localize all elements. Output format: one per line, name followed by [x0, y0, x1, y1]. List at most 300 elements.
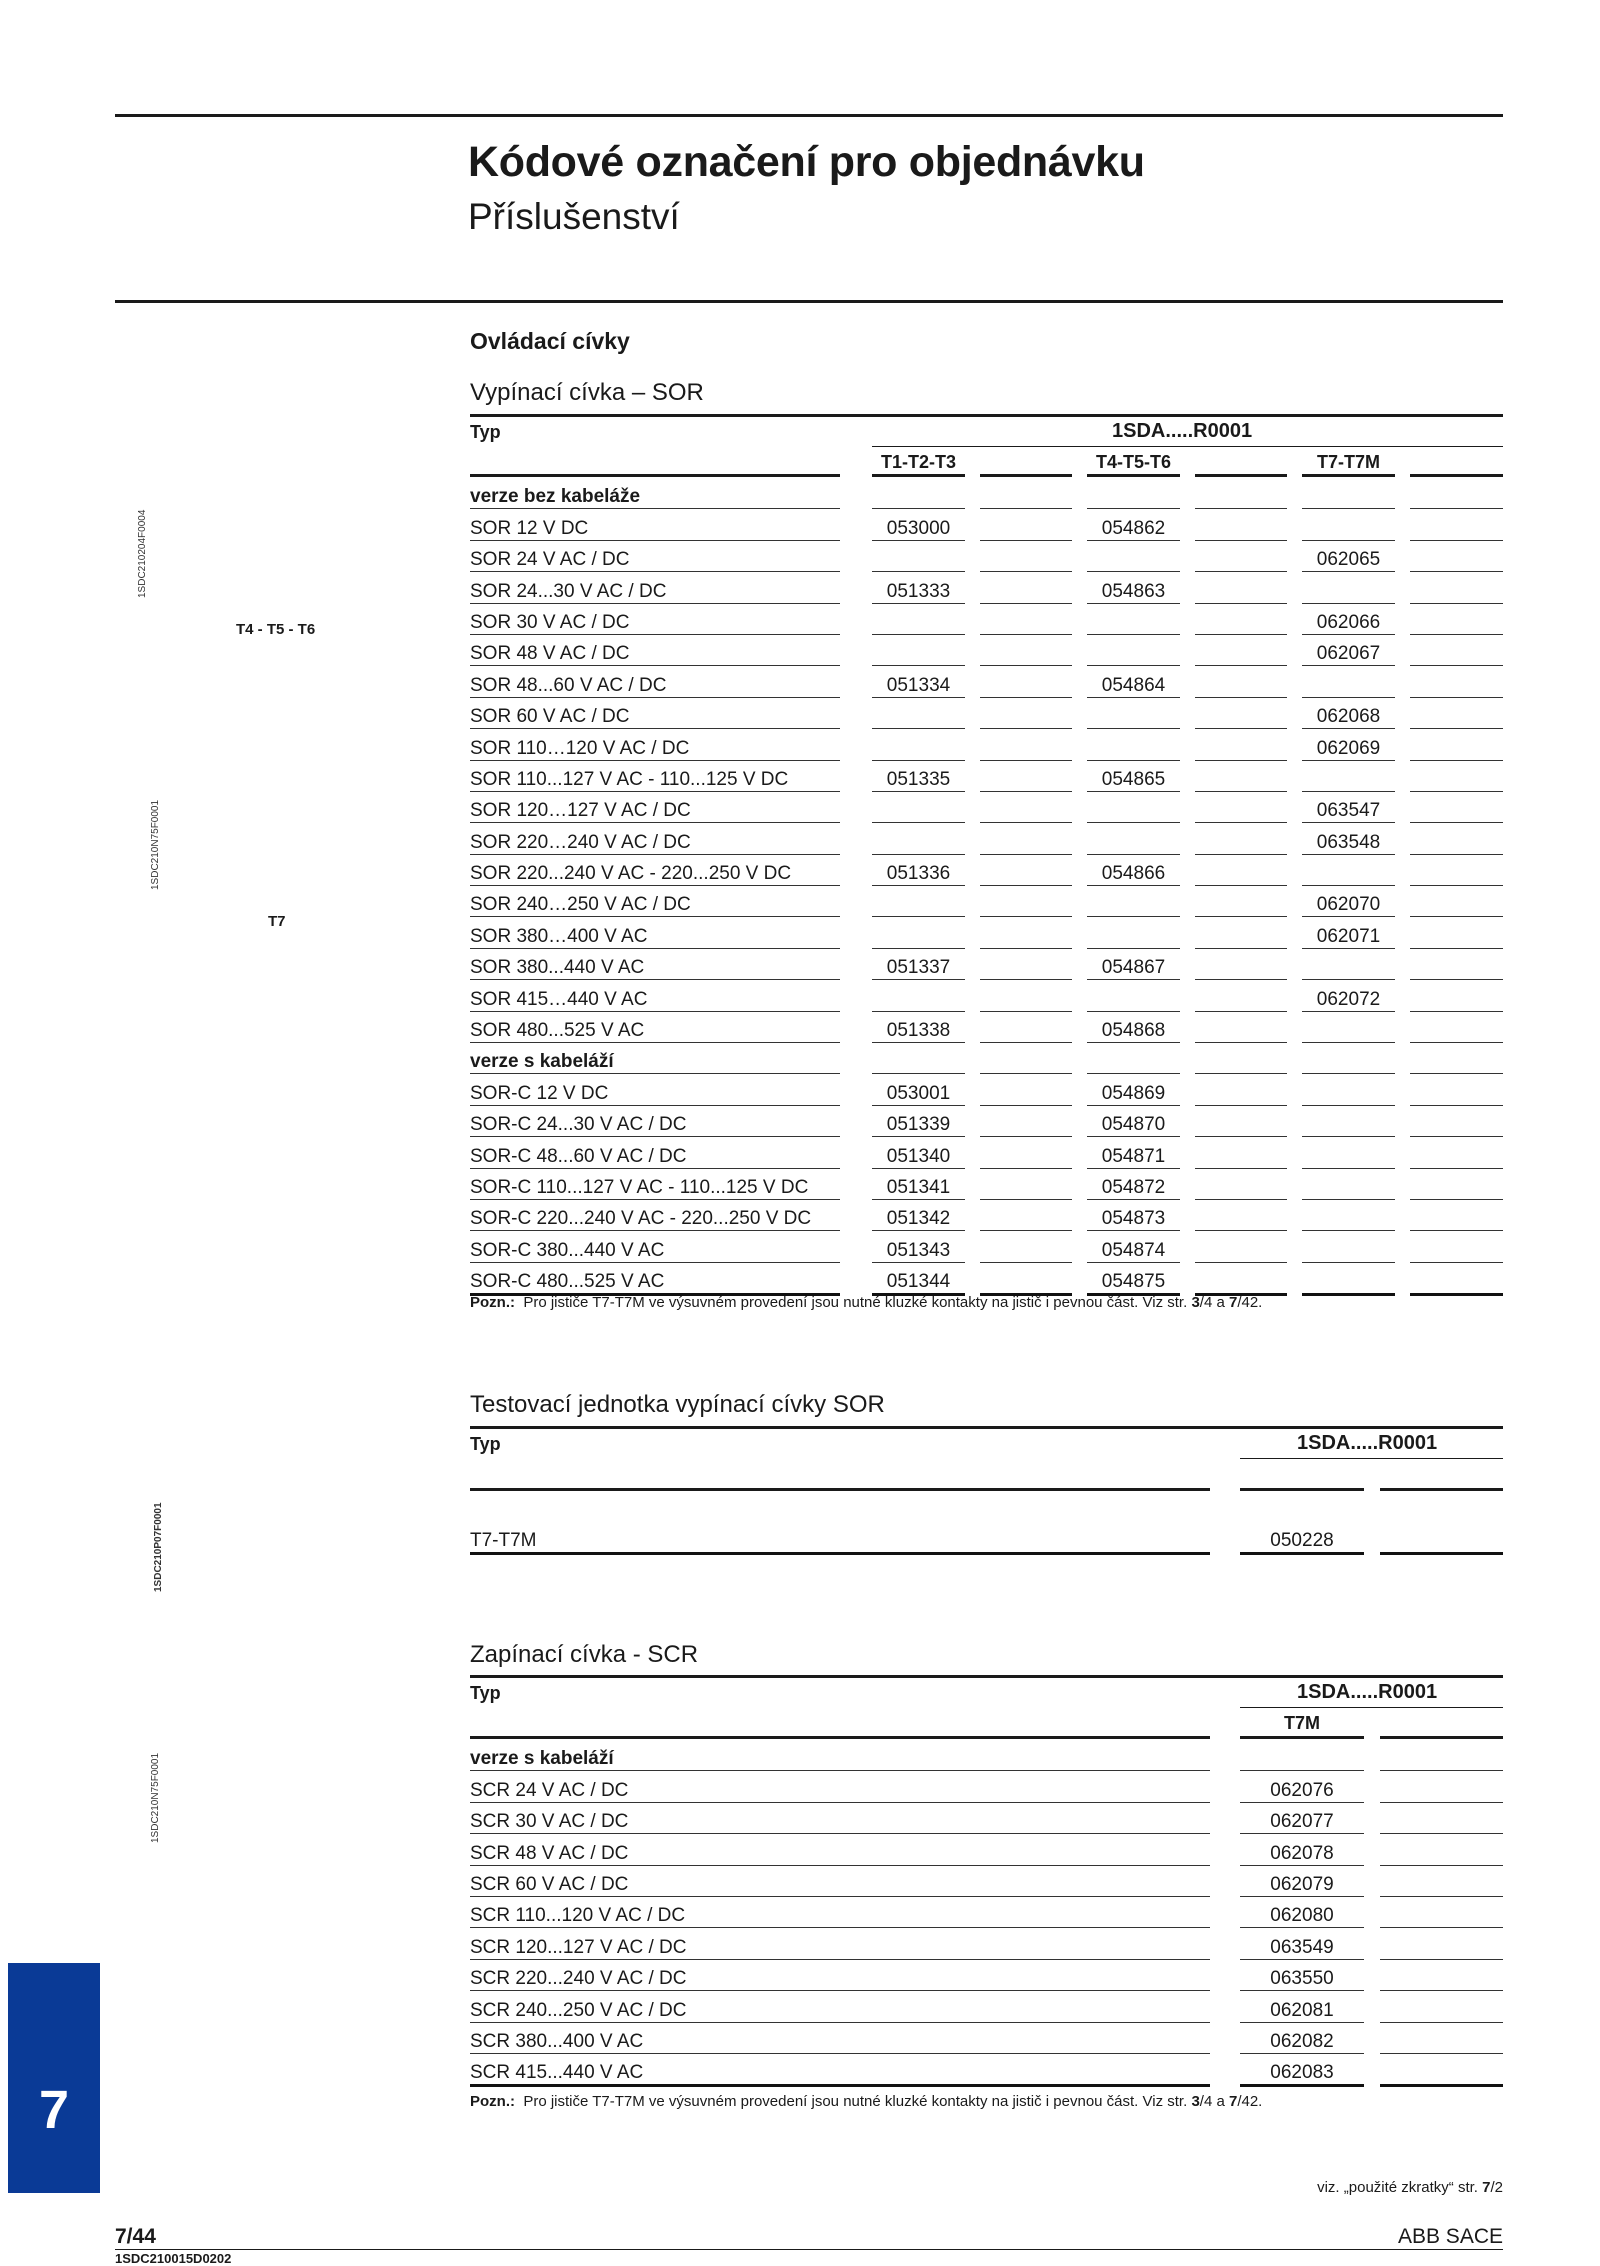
spacer: [1364, 1991, 1380, 2022]
spacer: [1395, 1106, 1410, 1137]
row-label: SCR 24 V AC / DC: [470, 1771, 1210, 1802]
scr-note-ref1-num: 3: [1191, 2093, 1200, 2110]
spacer: [840, 1012, 872, 1043]
code-cell: [872, 729, 965, 760]
spacer: [1072, 855, 1087, 886]
scr-col-t7m: T7M: [1284, 1713, 1320, 1733]
code-cell: [1410, 1074, 1503, 1105]
spacer: [965, 1169, 980, 1200]
code-cell: [1380, 1928, 1503, 1959]
code-cell: 051335: [872, 761, 965, 792]
spacer: [1287, 1263, 1302, 1296]
code-cell: [980, 729, 1072, 760]
spacer: [965, 823, 980, 854]
spacer: [1180, 823, 1195, 854]
code-cell: 051333: [872, 572, 965, 603]
spacer: [1395, 1043, 1410, 1074]
code-cell: [1410, 572, 1503, 603]
spacer: [1072, 729, 1087, 760]
spacer: [965, 698, 980, 729]
code-cell: [1087, 886, 1180, 917]
row-label: SOR 220...240 V AC - 220...250 V DC: [470, 855, 840, 886]
spacer: [1395, 917, 1410, 948]
code-cell: 062081: [1240, 1991, 1364, 2022]
spacer: [1210, 1928, 1240, 1959]
spacer: [1210, 1834, 1240, 1865]
code-cell: 050228: [1240, 1521, 1364, 1554]
row-label: SOR 110…120 V AC / DC: [470, 729, 840, 760]
code-cell: [980, 698, 1072, 729]
page-subtitle: Příslušenství: [468, 196, 680, 237]
spacer: [840, 635, 872, 666]
spacer: [1287, 886, 1302, 917]
table-row: [470, 949, 1503, 980]
see-abbreviations-text: viz. „použité zkratky“ str.: [1317, 2179, 1483, 2196]
spacer: [1364, 2023, 1380, 2054]
table-row: [470, 1834, 1503, 1865]
spacer: [1180, 1169, 1195, 1200]
code-cell: [1195, 917, 1287, 948]
sor-col-t7-t7m: T7-T7M: [1317, 452, 1380, 472]
code-cell: [1410, 949, 1503, 980]
spacer: [1287, 666, 1302, 697]
code-cell: [1380, 1834, 1503, 1865]
code-cell: [1302, 855, 1395, 886]
code-cell: [1195, 1074, 1287, 1105]
spacer: [840, 1106, 872, 1137]
code-cell: 051341: [872, 1169, 965, 1200]
sor-header-rule-label: [470, 474, 840, 477]
table-row: [470, 1012, 1503, 1043]
spacer: [1287, 1231, 1302, 1262]
code-cell: [1410, 1137, 1503, 1168]
row-label: verze s kabeláží: [470, 1740, 1210, 1771]
code-cell: [1410, 1231, 1503, 1262]
spacer: [1287, 1074, 1302, 1105]
code-cell: [1410, 1169, 1503, 1200]
spacer: [1180, 949, 1195, 980]
spacer: [1180, 1231, 1195, 1262]
spacer: [965, 1074, 980, 1105]
code-cell: [1195, 541, 1287, 572]
spacer: [1395, 1169, 1410, 1200]
spacer: [1210, 1771, 1240, 1802]
spacer: [840, 886, 872, 917]
spacer: [965, 761, 980, 792]
scr-table-top-rule: [470, 1675, 1503, 1678]
code-cell: 062066: [1302, 604, 1395, 635]
sor-header-rule: [872, 474, 965, 477]
table-row: [470, 1991, 1503, 2022]
code-cell: 054865: [1087, 761, 1180, 792]
row-label: SOR 24...30 V AC / DC: [470, 572, 840, 603]
spacer: [840, 541, 872, 572]
row-label: T7-T7M: [470, 1521, 1210, 1554]
spacer: [1180, 666, 1195, 697]
spacer: [840, 509, 872, 540]
test-unit-table-title: Testovací jednotka vypínací cívky SOR: [470, 1391, 885, 1418]
code-cell: 062082: [1240, 2023, 1364, 2054]
table-row: [470, 635, 1503, 666]
spacer: [1287, 698, 1302, 729]
code-cell: 051337: [872, 949, 965, 980]
side-label-t7: T7: [268, 913, 286, 930]
sor-header-rule: [1195, 474, 1287, 477]
spacer: [840, 572, 872, 603]
code-cell: 054864: [1087, 666, 1180, 697]
code-cell: [1195, 635, 1287, 666]
scr-note-ref1-den: /4 a: [1199, 2093, 1229, 2110]
code-cell: [980, 604, 1072, 635]
spacer: [1287, 572, 1302, 603]
code-cell: [1195, 478, 1287, 509]
spacer: [1287, 1200, 1302, 1231]
spacer: [840, 1074, 872, 1105]
table-row: [470, 792, 1503, 823]
see-abbreviations-den: /2: [1490, 2179, 1503, 2196]
spacer: [1210, 1740, 1240, 1771]
code-cell: [980, 478, 1072, 509]
row-label: verze bez kabeláže: [470, 478, 840, 509]
code-cell: 062067: [1302, 635, 1395, 666]
code-cell: 062072: [1302, 980, 1395, 1011]
code-cell: 062079: [1240, 1866, 1364, 1897]
spacer: [1072, 1169, 1087, 1200]
code-cell: [872, 917, 965, 948]
row-label: verze s kabeláží: [470, 1043, 840, 1074]
spacer: [1180, 541, 1195, 572]
sor-note-ref1-den: /4 a: [1199, 1294, 1229, 1311]
spacer: [1180, 1200, 1195, 1231]
spacer: [965, 666, 980, 697]
code-cell: [1195, 572, 1287, 603]
spacer: [1395, 572, 1410, 603]
table-row: [470, 1866, 1503, 1897]
code-cell: 051344: [872, 1263, 965, 1296]
table-row: [470, 855, 1503, 886]
spacer: [965, 1231, 980, 1262]
code-cell: [1380, 1740, 1503, 1771]
spacer: [1287, 823, 1302, 854]
spacer: [1072, 949, 1087, 980]
scr-note-label: Pozn.:: [470, 2093, 515, 2110]
spacer: [840, 855, 872, 886]
code-cell: [872, 478, 965, 509]
code-cell: [1195, 509, 1287, 540]
spacer: [1072, 509, 1087, 540]
row-label: SOR-C 12 V DC: [470, 1074, 840, 1105]
code-cell: 062083: [1240, 2054, 1364, 2087]
scr-code-rule: [1240, 1707, 1503, 1708]
scr-type-label: Typ: [470, 1683, 501, 1703]
spacer: [1287, 949, 1302, 980]
table-row: [470, 509, 1503, 540]
test-unit-table: [470, 1491, 1503, 1555]
sor-header-rule: [1410, 474, 1503, 477]
code-cell: [980, 949, 1072, 980]
spacer: [1180, 1263, 1195, 1296]
code-cell: [1410, 980, 1503, 1011]
sor-col-t1-t2-t3: T1-T2-T3: [880, 452, 956, 472]
table-row: [470, 823, 1503, 854]
test-unit-code-rule: [1240, 1458, 1503, 1459]
spacer: [965, 792, 980, 823]
spacer: [1287, 541, 1302, 572]
image-code-4: 1SDC210N75F0001: [150, 1752, 161, 1843]
spacer: [965, 949, 980, 980]
sor-table-top-rule: [470, 414, 1503, 417]
sor-table-title: Vypínací cívka – SOR: [470, 379, 704, 406]
code-cell: [1302, 761, 1395, 792]
code-cell: [1380, 1521, 1503, 1554]
code-cell: [1087, 635, 1180, 666]
code-cell: 054870: [1087, 1106, 1180, 1137]
spacer: [965, 478, 980, 509]
row-label: SCR 240...250 V AC / DC: [470, 1991, 1210, 2022]
spacer: [965, 1263, 980, 1296]
code-cell: [872, 604, 965, 635]
code-cell: [1410, 1200, 1503, 1231]
spacer: [840, 1169, 872, 1200]
row-label: SOR 240…250 V AC / DC: [470, 886, 840, 917]
spacer: [1287, 604, 1302, 635]
code-cell: [1195, 886, 1287, 917]
code-cell: [872, 980, 965, 1011]
code-cell: [1302, 1012, 1395, 1043]
spacer: [1364, 1960, 1380, 1991]
code-cell: [980, 1043, 1072, 1074]
table-row: [470, 572, 1503, 603]
spacer: [1072, 666, 1087, 697]
spacer: [1364, 2054, 1380, 2087]
row-label: [470, 1491, 1210, 1521]
code-cell: [1380, 2023, 1503, 2054]
code-cell: [872, 1043, 965, 1074]
spacer: [1395, 635, 1410, 666]
row-label: SOR 110...127 V AC - 110...125 V DC: [470, 761, 840, 792]
spacer: [1180, 698, 1195, 729]
spacer: [840, 666, 872, 697]
spacer: [1072, 1106, 1087, 1137]
spacer: [1395, 761, 1410, 792]
code-cell: [1302, 1074, 1395, 1105]
code-cell: [1195, 1012, 1287, 1043]
spacer: [1287, 1137, 1302, 1168]
spacer: [1287, 478, 1302, 509]
table-row: [470, 980, 1503, 1011]
code-cell: [980, 635, 1072, 666]
code-cell: [1087, 541, 1180, 572]
code-cell: 054867: [1087, 949, 1180, 980]
code-cell: [1380, 1866, 1503, 1897]
table-row: [470, 1231, 1503, 1262]
code-cell: [1195, 1106, 1287, 1137]
spacer: [965, 604, 980, 635]
code-cell: [1195, 792, 1287, 823]
code-cell: [1380, 1960, 1503, 1991]
spacer: [1395, 855, 1410, 886]
spacer: [965, 917, 980, 948]
code-cell: 062068: [1302, 698, 1395, 729]
spacer: [1210, 1521, 1240, 1554]
spacer: [1395, 1263, 1410, 1296]
spacer: [840, 1137, 872, 1168]
spacer: [840, 949, 872, 980]
spacer: [1287, 1012, 1302, 1043]
code-cell: [1410, 1043, 1503, 1074]
code-cell: 054872: [1087, 1169, 1180, 1200]
code-cell: [1380, 1897, 1503, 1928]
row-label: SOR 48 V AC / DC: [470, 635, 840, 666]
code-cell: [980, 1263, 1072, 1296]
code-cell: 054874: [1087, 1231, 1180, 1262]
code-cell: [1302, 478, 1395, 509]
image-code-1: 1SDC210204F0004: [137, 509, 148, 598]
table-row: [470, 1074, 1503, 1105]
spacer: [1072, 886, 1087, 917]
code-cell: [1302, 1263, 1395, 1296]
sor-header-rule: [1302, 474, 1395, 477]
spacer: [1210, 2023, 1240, 2054]
code-cell: [980, 886, 1072, 917]
table-row: [470, 1771, 1503, 1802]
scr-table-title: Zapínací cívka - SCR: [470, 1641, 699, 1668]
section-heading-control-coils: Ovládací cívky: [470, 328, 630, 354]
code-cell: [1380, 1771, 1503, 1802]
code-cell: [1410, 761, 1503, 792]
table-row: [470, 917, 1503, 948]
row-label: SCR 415...440 V AC: [470, 2054, 1210, 2087]
code-cell: 051342: [872, 1200, 965, 1231]
sor-note-ref2-den: /42.: [1237, 1294, 1263, 1311]
table-row: [470, 1491, 1503, 1521]
spacer: [965, 855, 980, 886]
scr-note-ref2-den: /42.: [1237, 2093, 1263, 2110]
spacer: [1395, 1200, 1410, 1231]
row-label: SOR-C 380...440 V AC: [470, 1231, 840, 1262]
code-cell: 051343: [872, 1231, 965, 1262]
row-label: SCR 120...127 V AC / DC: [470, 1928, 1210, 1959]
code-cell: 053000: [872, 509, 965, 540]
code-cell: [1087, 478, 1180, 509]
spacer: [965, 980, 980, 1011]
spacer: [840, 980, 872, 1011]
table-row: [470, 729, 1503, 760]
code-cell: [1302, 949, 1395, 980]
spacer: [1395, 698, 1410, 729]
code-cell: [1087, 792, 1180, 823]
code-cell: 063549: [1240, 1928, 1364, 1959]
scr-table: [470, 1740, 1503, 2087]
test-unit-type-label: Typ: [470, 1434, 501, 1454]
code-cell: [1195, 1263, 1287, 1296]
spacer: [1072, 917, 1087, 948]
spacer: [1210, 2054, 1240, 2087]
spacer: [1364, 1803, 1380, 1834]
table-row: [470, 1043, 1503, 1074]
table-row: [470, 1263, 1503, 1296]
spacer: [1180, 1137, 1195, 1168]
code-cell: [980, 1137, 1072, 1168]
sor-note: [470, 1294, 1262, 1311]
code-cell: 054868: [1087, 1012, 1180, 1043]
spacer: [1395, 541, 1410, 572]
code-cell: 062076: [1240, 1771, 1364, 1802]
table-row: [470, 478, 1503, 509]
code-cell: [1410, 886, 1503, 917]
row-label: SOR-C 110...127 V AC - 110...125 V DC: [470, 1169, 840, 1200]
row-label: SOR-C 48...60 V AC / DC: [470, 1137, 840, 1168]
code-cell: [1195, 1200, 1287, 1231]
spacer: [1287, 855, 1302, 886]
code-cell: 063548: [1302, 823, 1395, 854]
spacer: [1395, 949, 1410, 980]
code-cell: [1380, 1991, 1503, 2022]
spacer: [840, 1043, 872, 1074]
code-cell: [1195, 855, 1287, 886]
code-cell: [1302, 1137, 1395, 1168]
spacer: [1180, 855, 1195, 886]
spacer: [1364, 1928, 1380, 1959]
page-title: Kódové označení pro objednávku: [468, 138, 1145, 186]
spacer: [1395, 823, 1410, 854]
code-cell: 062071: [1302, 917, 1395, 948]
table-row: [470, 2023, 1503, 2054]
spacer: [1180, 980, 1195, 1011]
code-cell: [980, 855, 1072, 886]
code-cell: [1302, 1106, 1395, 1137]
code-cell: 051336: [872, 855, 965, 886]
spacer: [1072, 1231, 1087, 1262]
spacer: [1287, 761, 1302, 792]
spacer: [1395, 666, 1410, 697]
code-cell: 054863: [1087, 572, 1180, 603]
spacer: [1287, 917, 1302, 948]
scr-header-rule-label: [470, 1736, 1210, 1739]
spacer: [1072, 478, 1087, 509]
sor-col-t4-t5-t6: T4-T5-T6: [1095, 452, 1171, 472]
code-cell: [1195, 1137, 1287, 1168]
code-cell: 062077: [1240, 1803, 1364, 1834]
scr-code-label: 1SDA.....R0001: [1297, 1681, 1438, 1703]
spacer: [840, 792, 872, 823]
spacer: [1072, 761, 1087, 792]
spacer: [1364, 1521, 1380, 1554]
footer-rule: [115, 2249, 1503, 2250]
code-cell: [872, 635, 965, 666]
row-label: SOR 12 V DC: [470, 509, 840, 540]
spacer: [965, 572, 980, 603]
spacer: [840, 1231, 872, 1262]
code-cell: [1087, 604, 1180, 635]
table-row: [470, 1928, 1503, 1959]
spacer: [1072, 572, 1087, 603]
code-cell: [1302, 1169, 1395, 1200]
row-label: SOR 220…240 V AC / DC: [470, 823, 840, 854]
chapter-tab-number: 7: [38, 2080, 70, 2140]
spacer: [1072, 980, 1087, 1011]
table-row: [470, 761, 1503, 792]
spacer: [1072, 1263, 1087, 1296]
row-label: SCR 48 V AC / DC: [470, 1834, 1210, 1865]
spacer: [1395, 729, 1410, 760]
code-cell: [872, 792, 965, 823]
chapter-tab: [8, 1963, 100, 2193]
code-cell: 054871: [1087, 1137, 1180, 1168]
row-label: SCR 220...240 V AC / DC: [470, 1960, 1210, 1991]
sor-code-label: 1SDA.....R0001: [1112, 420, 1253, 442]
code-cell: [1195, 761, 1287, 792]
